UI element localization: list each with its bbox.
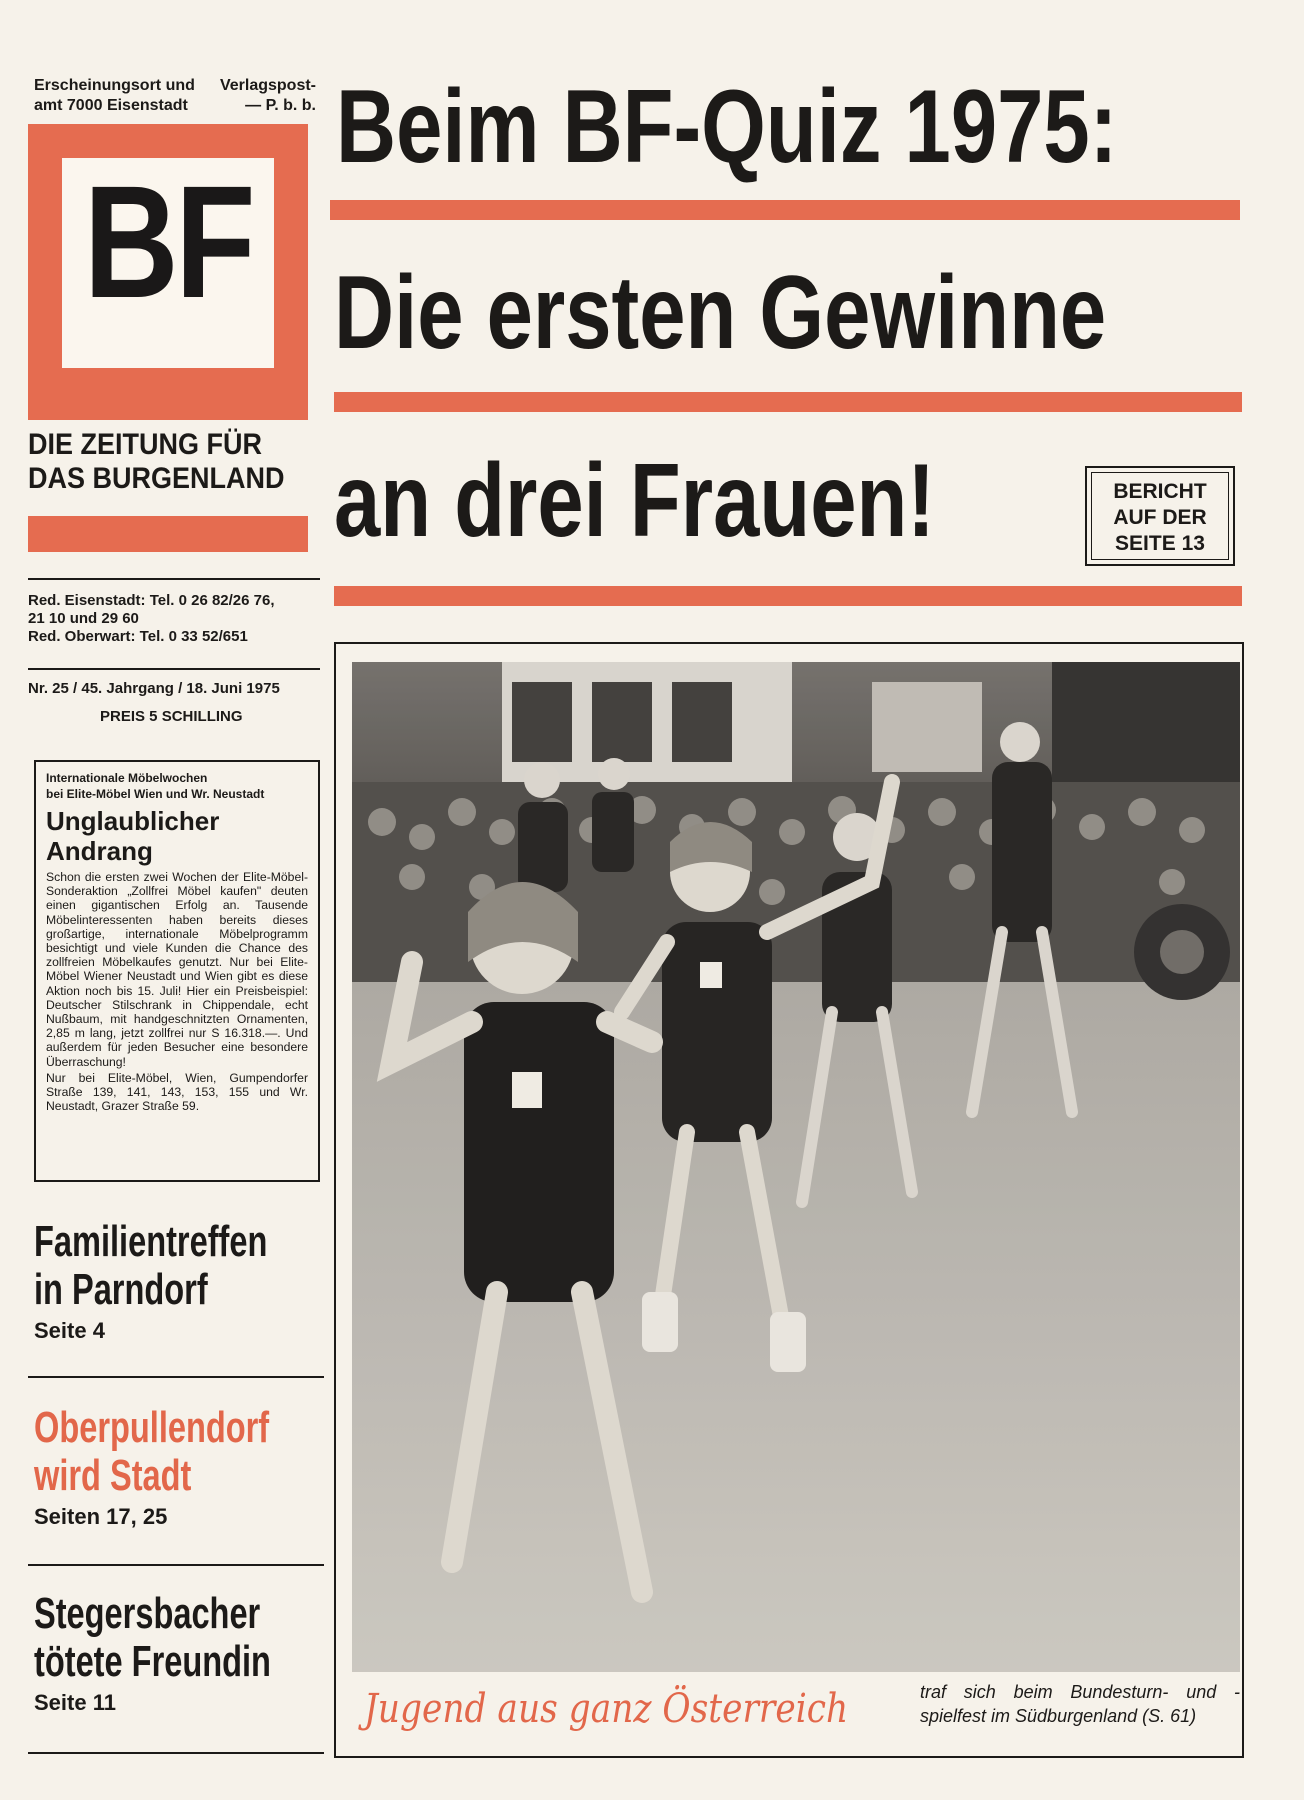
logo-inner-box	[62, 152, 274, 368]
ad-box	[34, 760, 320, 1182]
imprint-line1-right: Verlagspost-	[219, 77, 316, 94]
teaser-title	[34, 1403, 270, 1500]
headline-accent-bar	[330, 200, 1240, 220]
teaser-title-line1: Oberpullendorf	[34, 1403, 270, 1452]
bericht-line2: AUF DER	[1113, 506, 1207, 529]
headline-accent-bar	[334, 392, 1242, 412]
headline-line3: an drei Frauen!	[334, 443, 936, 559]
issue-price: PREIS 5 SCHILLING	[100, 708, 243, 725]
ad-body-addresses: Nur bei Elite-Möbel, Wien, Gumpendorfer Straße 139, 141, 143, 153, 155 und Wr. Neustadt, Grazer Straße 59.	[46, 1070, 308, 1114]
ad-headline	[46, 806, 308, 866]
teaser-title-line2: wird Stadt	[34, 1451, 192, 1500]
teaser-page-ref: Seite 11	[34, 1690, 116, 1715]
contact-line1: Red. Eisenstadt: Tel. 0 26 82/26 76,	[28, 592, 275, 609]
contact-line3: Red. Oberwart: Tel. 0 33 52/651	[28, 628, 248, 645]
divider	[28, 1564, 324, 1566]
ad-body: Schon die ersten zwei Wochen der Elite-Möbel-Sonderaktion „Zollfrei Möbel kaufen" deuten einen gigantischen Erfolg an. Tausende Möbelinteressenten haben bereits dieses großartige, internationale Möbelprogramm besichtigt und viele Kunden die Chance des zollfreien Möbelkaufes genutzt. Nur bei Elite-Möbel Wiener Neustadt und Wien gibt es diese Aktion noch bis 15. Juli! Hier ein Preisbeispiel: Deutscher Stilschrank in Chippendale, echt Nußbaum, mit handgeschnitzten Ornamenten, 2,85 m lang, jetzt zollfrei nur S 16.318.—. Und außerdem für jeden Besucher eine besondere Überraschung!	[46, 870, 308, 1069]
teaser-title-line1: Familientreffen	[34, 1217, 268, 1266]
imprint-line1-left: Erscheinungsort und	[34, 77, 195, 94]
issue-info: Nr. 25 / 45. Jahrgang / 18. Juni 1975	[28, 680, 280, 697]
bericht-box-inner	[1091, 472, 1229, 560]
imprint-line2-right: — P. b. b.	[245, 97, 316, 114]
masthead-logo	[28, 124, 308, 420]
ad-headline-line1: Unglaublicher	[46, 806, 220, 836]
headline-line1: Beim BF-Quiz 1975:	[336, 69, 1118, 185]
bericht-line1: BERICHT	[1113, 480, 1207, 503]
teaser-oberpullendorf[interactable]	[34, 1404, 324, 1530]
masthead-slogan	[28, 428, 285, 496]
headline-line2: Die ersten Gewinne	[334, 255, 1107, 371]
divider	[28, 668, 320, 670]
divider	[28, 1752, 324, 1754]
photo-caption-sub: traf sich beim Bundesturn- und -spielfest im Südburgenland (S. 61)	[920, 1682, 1240, 1726]
teaser-title-line1: Stegersbacher	[34, 1589, 261, 1638]
ad-headline-line2: Andrang	[46, 836, 153, 866]
teaser-familientreffen[interactable]	[34, 1218, 324, 1344]
contact-line2: 21 10 und 29 60	[28, 610, 139, 627]
teaser-title-line2: tötete Freundin	[34, 1637, 271, 1686]
photo-gymnasts	[352, 662, 1240, 1672]
photo-caption-main: Jugend aus ganz Österreich	[364, 1686, 849, 1732]
bericht-line3: SEITE 13	[1115, 532, 1205, 555]
teaser-page-ref: Seite 4	[34, 1318, 105, 1343]
bericht-box	[1085, 466, 1235, 566]
editorial-contacts	[28, 592, 320, 646]
teaser-title	[34, 1589, 271, 1686]
slogan-line2: DAS BURGENLAND	[28, 462, 285, 495]
teaser-page-ref: Seiten 17, 25	[34, 1504, 168, 1529]
headline-accent-bar	[334, 586, 1242, 606]
teaser-title-line2: in Parndorf	[34, 1265, 208, 1314]
slogan-accent-bar	[28, 516, 308, 552]
imprint	[34, 76, 316, 116]
imprint-line2-left: amt 7000 Eisenstadt	[34, 97, 188, 114]
divider	[28, 578, 320, 580]
logo-text: BF	[83, 152, 253, 331]
ad-kicker2: bei Elite-Möbel Wien und Wr. Neustadt	[46, 787, 265, 801]
teaser-title	[34, 1217, 268, 1314]
slogan-line1: DIE ZEITUNG FÜR	[28, 428, 262, 461]
teaser-stegersbacher[interactable]	[34, 1590, 324, 1716]
ad-kicker1: Internationale Möbelwochen	[46, 771, 208, 785]
divider	[28, 1376, 324, 1378]
